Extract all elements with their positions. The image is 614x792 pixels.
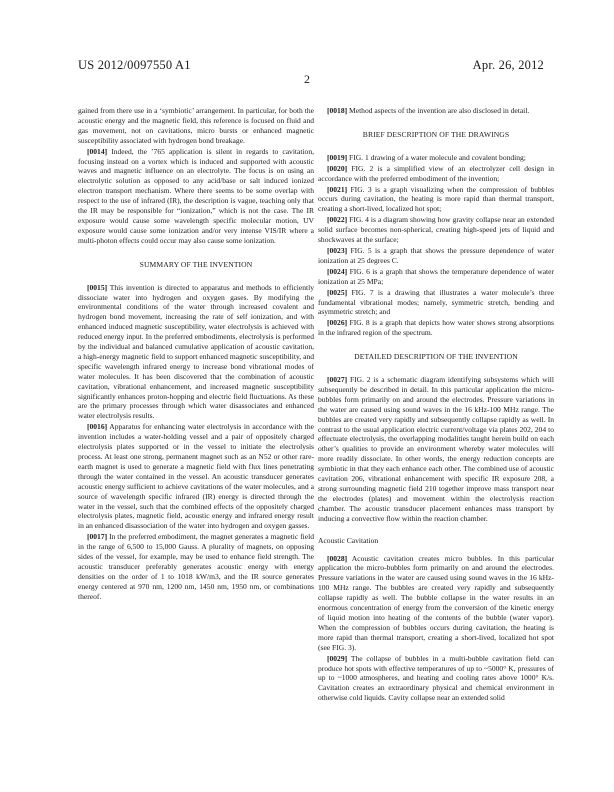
paragraph-text: This invention is directed to apparatus and methods to efficiently dissociate water into hydrogen and oxygen gases. By modifying the environmental conditions of the water through increased covalent and hydrogen bond movement, increasing the rate of self ionization, and with enhanced induced magnetic susceptibility, water electrolysis is achieved with reduced energy input. In the preferred embodiments, electrolysis is performed by the individual and balanced cumulative application of acoustic cavitation, a high-energy magnetic field to support enhanced magnetic susceptibility, and specific wavelength infrared energy to increase bond vibrational modes of water molecules. It has been discovered that the combination of acoustic cavitation, vibrational enhancement, and increased magnetic susceptibility significantly enhances proton-hopping and electric field fluctuations. As these are the primary processes through which water disassociates and enhanced water electrolysis results. — [78, 282, 314, 421]
paragraph-number: [0015] — [87, 282, 108, 292]
paragraph-number: [0028] — [327, 553, 348, 563]
paragraph-0014 — [78, 147, 314, 246]
publication-number: US 2012/0097550 A1 — [78, 58, 191, 72]
paragraph-number: [0026] — [327, 318, 348, 328]
paragraph-0022 — [318, 215, 554, 245]
paragraph-number: [0029] — [327, 653, 348, 663]
brief-description-heading: BRIEF DESCRIPTION OF THE DRAWINGS — [362, 129, 510, 139]
paragraph-number: [0023] — [327, 245, 348, 255]
paragraph-0027 — [318, 375, 554, 524]
paragraph-number: [0021] — [327, 184, 348, 194]
paragraph-number: [0016] — [87, 422, 108, 432]
paragraph-0016 — [78, 422, 314, 531]
paragraph-text: FIG. 4 is a diagram showing how gravity collapse near an extended solid surface becomes non-spherical, creating high-speed jets of liquid and shockwaves at the surface; — [318, 215, 554, 245]
paragraph-number: [0025] — [327, 287, 348, 297]
paragraph-text: In the preferred embodiment, the magnet generates a magnetic field in the range of 6,500 to 15,000 Gauss. A plurality of magnets, on opposing sides of the vessel, for example, may be used to enhance field strength. The acoustic transducer preferably generates acoustic energy with energy densities on the order of 1 to 1018 kW/m3, and the IR source generates energy centered at 970 nm, 1200 nm, 1450 nm, 1950 nm, or combinations thereof. — [78, 532, 314, 601]
paragraph-text: FIG. 1 drawing of a water molecule and covalent bonding; — [349, 152, 526, 162]
paragraph-text: FIG. 2 is a simplified view of an electrolyzer cell design in accordance with the preferred embodiment of the invention; — [318, 163, 554, 183]
paragraph-0019 — [318, 153, 554, 163]
paragraph-text: FIG. 7 is a drawing that illustrates a water molecule’s three fundamental vibrational modes; namely, symmetric stretch, bending and asymmetric stretch; and — [318, 287, 554, 317]
paragraph-number: [0014] — [87, 146, 108, 156]
paragraph-number: [0024] — [327, 266, 348, 276]
paragraph-0023 — [318, 246, 554, 266]
summary-heading: SUMMARY OF THE INVENTION — [139, 259, 253, 269]
paragraph-text: Apparatus for enhancing water electrolysis in accordance with the invention includes a water-holding vessel and a pair of oppositely charged electrolysis plates supported or in the vessel to initiate the electrolysis process. At least one strong, permanent magnet such as an N52 or other rare-earth magnet is used to generate a magnetic field with flux lines penetrating through the water contained in the vessel. An acoustic transducer generates acoustic energy sufficient to achieve cavitations of the water molecules, and a source of wavelength specific infrared (IR) energy is directed through the water in the vessel, such that the combined effects of the oppositely charged electrolysis plates, magnetic field, acoustic energy and infrared energy result in an enhanced disassociation of the water into hydrogen and oxygen gasses. — [78, 422, 314, 531]
paragraph-text: FIG. 2 is a schematic diagram identifying subsystems which will subsequently be described in detail. In this particular application the micro-bubbles form primarily on and around the electrodes. Pressure variations in the water are caused using sound waves in the 16 kHz-100 MHz range. The bubbles are created very rapidly and subsequently collapse rapidly as well. In contrast to the usual application electric current/voltage via plates 202, 204 to effectuate electrolysis, the overlapping modalities taught herein build on each other’s qualities to provide an environment whereby water molecules will more readily dissociate. In other words, the energy reduction concepts are symbiotic in that they each enhance each other. The combined use of acoustic cavitation 206, vibrational enhancement with specific IR exposure 208, a strong surrounding magnetic field 210 together improve mass transport near the electrodes (plates) and movement within the electrolysis reaction chamber. The acoustic transducer placement enhances mass transport by inducing a convective flow within the reaction chamber. — [318, 375, 554, 523]
paragraph-0015 — [78, 283, 314, 422]
paragraph-number: [0020] — [327, 163, 348, 173]
paragraph-text: The collapse of bubbles in a multi-bubble cavitation field can produce hot spots with effective temperatures of up to ~5000° K, pressures of up to ~1000 atmospheres, and heating and cooling rates above 1000° K/s. Cavitation creates an extraordinary physical and chemical environment in otherwise cold liquids. Cavity collapse near an extended solid — [318, 653, 554, 703]
paragraph-continued: gained from there use in a ‘symbiotic’ arrangement. In particular, for both the acoustic energy and the magnetic field, this reference is focused on fluid and gas movement, not on cavitations, micro bursts or enhanced magnetic susceptibility associated with hydrogen bond breakage. — [78, 106, 314, 145]
acoustic-cavitation-subheading: Acoustic Cavitation — [318, 535, 379, 545]
paragraph-0029 — [318, 654, 554, 704]
paragraph-text: FIG. 5 is a graph that shows the pressure dependence of water ionization at 25 degrees C. — [318, 245, 554, 265]
paragraph-number: [0022] — [327, 215, 348, 225]
paragraph-number: [0017] — [87, 532, 108, 542]
paragraph-text: FIG. 3 is a graph visualizing when the compression of bubbles occurs during cavitation, the heating is more rapid than thermal transport, creating a short-lived, localized hot spot; — [318, 184, 554, 214]
paragraph-0024 — [318, 267, 554, 287]
paragraph-0020 — [318, 164, 554, 184]
paragraph-text: Indeed, the ’765 application is silent in regards to cavitation, focusing instead on a vortex which is induced and supported with acoustic waves and magnetic influence on an electrolyte. The focus is on using an electrolytic solution as opposed to any acid/base or salt induced ionized electron transport mechanism. Where there seems to be some overlap with respect to the use of infrared (IR), the description is vague, teaching only that the IR may be responsible for “ionization,” which is not the case. The IR exposure would cause some wavelength specific molecular motion, UV exposure would cause some ionization and/or very intense VIS/IR where a multi-photon effects could occur may also cause some ionization. — [78, 146, 314, 245]
paragraph-0018 — [318, 106, 554, 116]
paragraph-number: [0018] — [327, 106, 348, 115]
paragraph-0028 — [318, 554, 554, 653]
detailed-description-heading: DETAILED DESCRIPTION OF THE INVENTION — [354, 352, 518, 362]
publication-date: Apr. 26, 2012 — [472, 58, 544, 72]
paragraph-number: [0027] — [327, 375, 348, 385]
paragraph-text: FIG. 8 is a graph that depicts how water shows strong absorptions in the infrared region of the spectrum. — [318, 318, 554, 338]
paragraph-number: [0019] — [327, 152, 348, 162]
paragraph-text: Method aspects of the invention are also disclosed in detail. — [349, 106, 530, 115]
left-column — [78, 106, 314, 603]
paragraph-text: FIG. 6 is a graph that shows the temperature dependence of water ionization at 25 MPa; — [318, 266, 554, 286]
right-column — [318, 106, 554, 704]
paragraph-0026 — [318, 318, 554, 338]
paragraph-0025 — [318, 288, 554, 318]
page-number: 2 — [304, 72, 310, 86]
paragraph-0017 — [78, 532, 314, 601]
paragraph-0021 — [318, 185, 554, 215]
paragraph-text: Acoustic cavitation creates micro bubbles. In this particular application the micro-bubbles form primarily on and around the electrodes. Pressure variations in the water are caused using sound waves in the 16 kHz-100 MHz range. The bubbles are created very rapidly and subsequently collapse rapidly as well. The bubble collapse in the water results in an enormous concentration of energy from the conversion of the kinetic energy of liquid motion into heating of the contents of the bubble (water vapor). When the compression of bubbles occurs during cavitation, the heating is more rapid than thermal transport, creating a short-lived, localized hot spot (see FIG. 3). — [318, 553, 554, 652]
